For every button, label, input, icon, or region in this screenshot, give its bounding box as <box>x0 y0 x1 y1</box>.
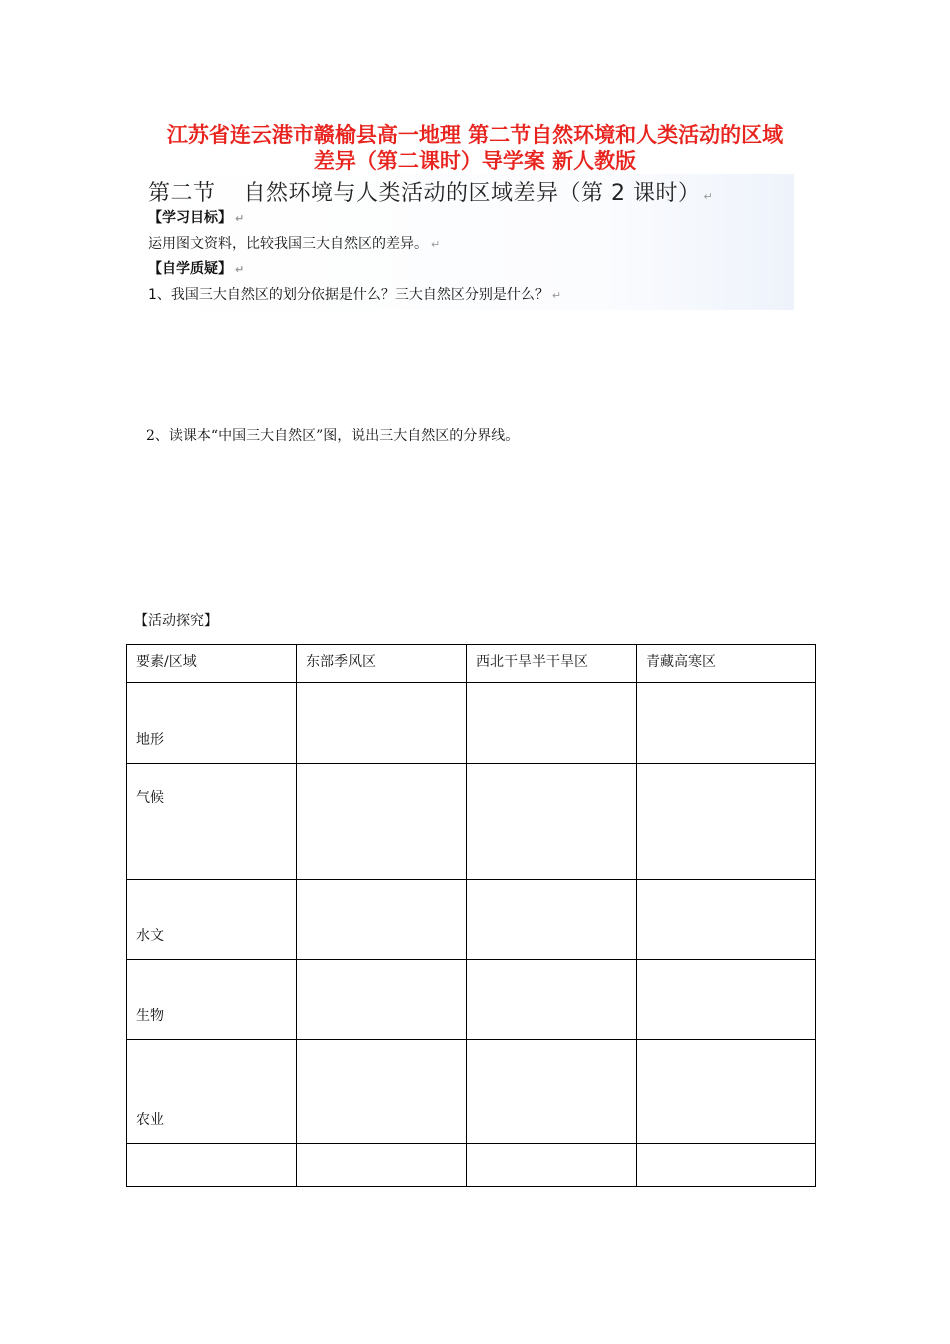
learning-goal-label: 【学习目标】 ↵ <box>148 210 245 226</box>
paragraph-mark-icon: ↵ <box>431 238 441 251</box>
table-cell[interactable] <box>467 1040 637 1144</box>
table-cell[interactable] <box>297 1040 467 1144</box>
table-cell[interactable] <box>637 1144 816 1187</box>
row-label <box>127 1144 297 1187</box>
table-cell[interactable] <box>637 683 816 764</box>
table-cell[interactable] <box>637 880 816 960</box>
row-label: 水文 <box>127 880 297 960</box>
paragraph-mark-icon: ↵ <box>235 263 245 276</box>
row-label: 地形 <box>127 683 297 764</box>
table-row <box>127 960 816 1040</box>
table-cell[interactable] <box>467 880 637 960</box>
section-heading <box>148 176 713 207</box>
column-header: 西北干旱半干旱区 <box>467 645 637 683</box>
paragraph-mark-icon: ↵ <box>551 289 562 302</box>
activity-label: 【活动探究】 <box>134 613 218 629</box>
table-cell[interactable] <box>467 683 637 764</box>
paragraph-mark-icon: ↵ <box>703 190 714 203</box>
table-header-row <box>127 645 816 683</box>
table-cell[interactable] <box>297 764 467 880</box>
section-heading-text: 自然环境与人类活动的区域差异（第 2 课时） <box>243 181 701 206</box>
table-cell[interactable] <box>467 960 637 1040</box>
table-cell[interactable] <box>467 764 637 880</box>
table-cell[interactable] <box>637 1040 816 1144</box>
question-1: 1、我国三大自然区的划分依据是什么？三大自然区分别是什么？ ↵ <box>148 287 562 303</box>
row-label: 农业 <box>127 1040 297 1144</box>
row-label: 生物 <box>127 960 297 1040</box>
comparison-table <box>126 644 816 1187</box>
question-2: 2、读课本“中国三大自然区”图，说出三大自然区的分界线。 <box>146 428 520 444</box>
table-cell[interactable] <box>297 683 467 764</box>
paragraph-mark-icon: ↵ <box>235 212 245 225</box>
table-row <box>127 880 816 960</box>
table-row <box>127 1144 816 1187</box>
table-cell[interactable] <box>297 880 467 960</box>
table-cell[interactable] <box>297 960 467 1040</box>
column-header: 东部季风区 <box>297 645 467 683</box>
table-row <box>127 1040 816 1144</box>
section-heading-number: 第二节 <box>148 181 216 206</box>
table-cell[interactable] <box>637 960 816 1040</box>
row-label: 气候 <box>127 764 297 880</box>
self-study-label: 【自学质疑】 ↵ <box>148 261 245 277</box>
column-header: 要素/区域 <box>127 645 297 683</box>
column-header: 青藏高寒区 <box>637 645 816 683</box>
embedded-lesson-image <box>140 174 794 310</box>
title-line-2: 差异（第二课时）导学案 新人教版 <box>313 149 637 173</box>
table-cell[interactable] <box>467 1144 637 1187</box>
document-title <box>100 122 850 174</box>
table-row <box>127 683 816 764</box>
table-row <box>127 764 816 880</box>
table-cell[interactable] <box>297 1144 467 1187</box>
title-line-1: 江苏省连云港市赣榆县高一地理 第二节自然环境和人类活动的区域 <box>166 123 784 147</box>
table-cell[interactable] <box>637 764 816 880</box>
learning-goal-text: 运用图文资料，比较我国三大自然区的差异。 ↵ <box>148 236 441 252</box>
